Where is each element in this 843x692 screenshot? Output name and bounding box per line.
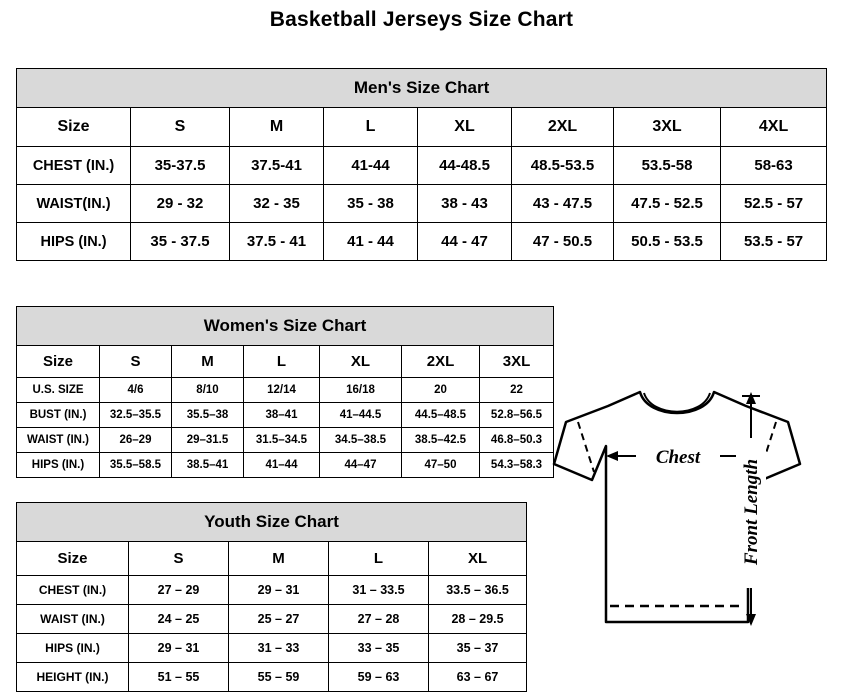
mens-row-label-hips: HIPS (IN.) — [17, 223, 131, 261]
womens-ussize-s: 4/6 — [100, 378, 172, 403]
table-row — [17, 185, 827, 223]
youth-column-header-row — [17, 542, 527, 576]
womens-ussize-3xl: 22 — [480, 378, 554, 403]
womens-bust-l: 38–41 — [244, 403, 320, 428]
womens-waist-l: 31.5–34.5 — [244, 428, 320, 453]
mens-chart-heading: Men's Size Chart — [17, 69, 827, 108]
womens-chart-heading: Women's Size Chart — [17, 307, 554, 346]
womens-waist-m: 29–31.5 — [172, 428, 244, 453]
mens-hips-4xl: 53.5 - 57 — [721, 223, 827, 261]
mens-col-l: L — [324, 108, 418, 147]
mens-waist-2xl: 43 - 47.5 — [512, 185, 614, 223]
youth-height-s: 51 – 55 — [129, 663, 229, 692]
youth-col-s: S — [129, 542, 229, 576]
mens-waist-xl: 38 - 43 — [418, 185, 512, 223]
womens-waist-3xl: 46.8–50.3 — [480, 428, 554, 453]
youth-row-label-hips: HIPS (IN.) — [17, 634, 129, 663]
womens-waist-xl: 34.5–38.5 — [320, 428, 402, 453]
table-row — [17, 147, 827, 185]
table-row — [17, 576, 527, 605]
womens-hips-m: 38.5–41 — [172, 453, 244, 478]
mens-hips-l: 41 - 44 — [324, 223, 418, 261]
womens-bust-m: 35.5–38 — [172, 403, 244, 428]
womens-hips-s: 35.5–58.5 — [100, 453, 172, 478]
mens-col-m: M — [230, 108, 324, 147]
mens-chest-l: 41-44 — [324, 147, 418, 185]
table-row — [17, 453, 554, 478]
womens-col-s: S — [100, 346, 172, 378]
table-row — [17, 403, 554, 428]
womens-bust-3xl: 52.8–56.5 — [480, 403, 554, 428]
jersey-measurement-diagram — [548, 360, 838, 676]
mens-col-2xl: 2XL — [512, 108, 614, 147]
youth-col-l: L — [329, 542, 429, 576]
womens-ussize-2xl: 20 — [402, 378, 480, 403]
youth-hips-l: 33 – 35 — [329, 634, 429, 663]
mens-hips-m: 37.5 - 41 — [230, 223, 324, 261]
youth-waist-m: 25 – 27 — [229, 605, 329, 634]
mens-waist-4xl: 52.5 - 57 — [721, 185, 827, 223]
mens-chest-s: 35-37.5 — [131, 147, 230, 185]
youth-chest-m: 29 – 31 — [229, 576, 329, 605]
front-length-arrow-top-icon — [746, 392, 756, 404]
youth-col-xl: XL — [429, 542, 527, 576]
table-row — [17, 378, 554, 403]
mens-hips-s: 35 - 37.5 — [131, 223, 230, 261]
youth-waist-xl: 28 – 29.5 — [429, 605, 527, 634]
youth-chart-heading: Youth Size Chart — [17, 503, 527, 542]
youth-chest-s: 27 – 29 — [129, 576, 229, 605]
womens-column-header-row — [17, 346, 554, 378]
womens-col-l: L — [244, 346, 320, 378]
mens-row-label-waist: WAIST(IN.) — [17, 185, 131, 223]
mens-waist-3xl: 47.5 - 52.5 — [614, 185, 721, 223]
mens-chest-3xl: 53.5-58 — [614, 147, 721, 185]
youth-chart-heading-row — [17, 503, 527, 542]
youth-row-label-height: HEIGHT (IN.) — [17, 663, 129, 692]
table-row — [17, 663, 527, 692]
mens-hips-xl: 44 - 47 — [418, 223, 512, 261]
front-length-label: Front Length — [741, 458, 762, 566]
mens-waist-l: 35 - 38 — [324, 185, 418, 223]
womens-hips-l: 41–44 — [244, 453, 320, 478]
mens-column-header-row — [17, 108, 827, 147]
chest-label: Chest — [655, 447, 701, 468]
youth-hips-s: 29 – 31 — [129, 634, 229, 663]
mens-chest-4xl: 58-63 — [721, 147, 827, 185]
table-row — [17, 223, 827, 261]
youth-height-m: 55 – 59 — [229, 663, 329, 692]
womens-row-label-waist: WAIST (IN.) — [17, 428, 100, 453]
womens-hips-2xl: 47–50 — [402, 453, 480, 478]
womens-hips-xl: 44–47 — [320, 453, 402, 478]
womens-waist-s: 26–29 — [100, 428, 172, 453]
youth-row-label-waist: WAIST (IN.) — [17, 605, 129, 634]
youth-height-l: 59 – 63 — [329, 663, 429, 692]
youth-chest-l: 31 – 33.5 — [329, 576, 429, 605]
mens-hips-2xl: 47 - 50.5 — [512, 223, 614, 261]
mens-col-3xl: 3XL — [614, 108, 721, 147]
womens-hips-3xl: 54.3–58.3 — [480, 453, 554, 478]
womens-col-3xl: 3XL — [480, 346, 554, 378]
womens-col-m: M — [172, 346, 244, 378]
youth-col-size: Size — [17, 542, 129, 576]
mens-row-label-chest: CHEST (IN.) — [17, 147, 131, 185]
mens-chest-xl: 44-48.5 — [418, 147, 512, 185]
womens-row-label-us-size: U.S. SIZE — [17, 378, 100, 403]
mens-waist-s: 29 - 32 — [131, 185, 230, 223]
womens-col-xl: XL — [320, 346, 402, 378]
youth-chest-xl: 33.5 – 36.5 — [429, 576, 527, 605]
mens-col-s: S — [131, 108, 230, 147]
table-row — [17, 605, 527, 634]
mens-chest-m: 37.5-41 — [230, 147, 324, 185]
mens-hips-3xl: 50.5 - 53.5 — [614, 223, 721, 261]
youth-height-xl: 63 – 67 — [429, 663, 527, 692]
mens-col-4xl: 4XL — [721, 108, 827, 147]
womens-col-2xl: 2XL — [402, 346, 480, 378]
table-row — [17, 428, 554, 453]
mens-col-size: Size — [17, 108, 131, 147]
youth-waist-l: 27 – 28 — [329, 605, 429, 634]
womens-size-chart-table — [16, 306, 554, 478]
womens-col-size: Size — [17, 346, 100, 378]
womens-row-label-bust: BUST (IN.) — [17, 403, 100, 428]
page-title: Basketball Jerseys Size Chart — [269, 8, 574, 31]
womens-row-label-hips: HIPS (IN.) — [17, 453, 100, 478]
youth-col-m: M — [229, 542, 329, 576]
womens-waist-2xl: 38.5–42.5 — [402, 428, 480, 453]
youth-size-chart-table — [16, 502, 527, 692]
youth-row-label-chest: CHEST (IN.) — [17, 576, 129, 605]
womens-bust-xl: 41–44.5 — [320, 403, 402, 428]
table-row — [17, 634, 527, 663]
womens-ussize-l: 12/14 — [244, 378, 320, 403]
womens-chart-heading-row — [17, 307, 554, 346]
womens-ussize-xl: 16/18 — [320, 378, 402, 403]
mens-chart-heading-row — [17, 69, 827, 108]
youth-hips-xl: 35 – 37 — [429, 634, 527, 663]
womens-bust-2xl: 44.5–48.5 — [402, 403, 480, 428]
mens-waist-m: 32 - 35 — [230, 185, 324, 223]
mens-chest-2xl: 48.5-53.5 — [512, 147, 614, 185]
mens-col-xl: XL — [418, 108, 512, 147]
womens-ussize-m: 8/10 — [172, 378, 244, 403]
youth-waist-s: 24 – 25 — [129, 605, 229, 634]
youth-hips-m: 31 – 33 — [229, 634, 329, 663]
womens-bust-s: 32.5–35.5 — [100, 403, 172, 428]
mens-size-chart-table — [16, 68, 827, 261]
